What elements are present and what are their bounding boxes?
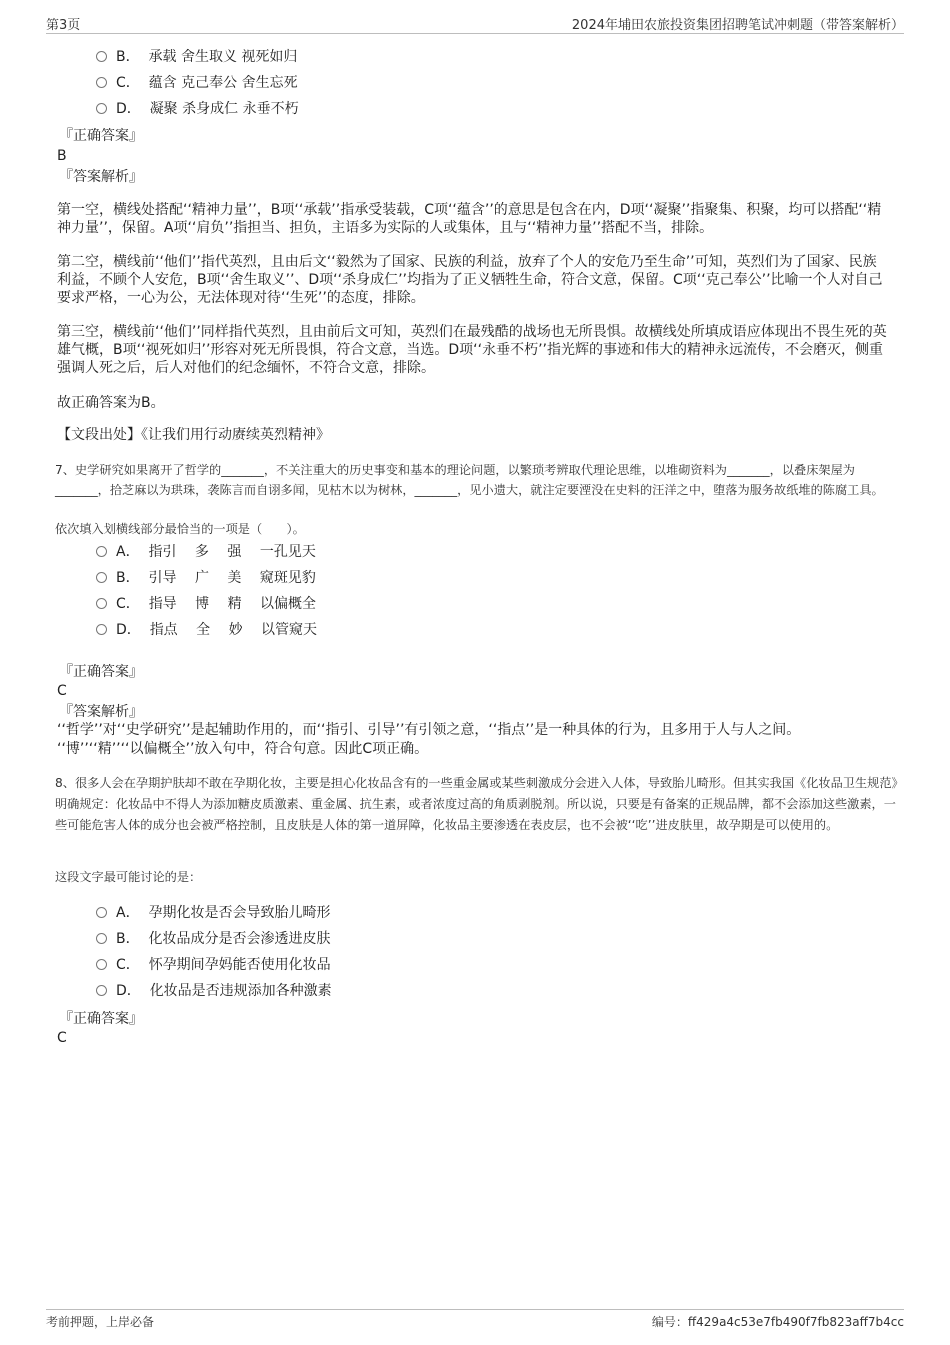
footer-slogan: 考前押题，上岸必备 xyxy=(46,1315,155,1329)
q8-option-b[interactable] xyxy=(96,929,331,949)
option-text: 蕴含 克己奉公 舍生忘死 xyxy=(148,75,298,91)
q7-answer-label: 『正确答案』 xyxy=(59,664,143,680)
radio-icon[interactable] xyxy=(96,77,107,88)
header-divider xyxy=(46,33,904,34)
q7-analysis-line-2: ‘‘博’’‘‘精’’‘‘以偏概全’’放入句中，符合句意。因此C项正确。 xyxy=(57,741,429,757)
option-text: 化妆品成分是否会渗透进皮肤 xyxy=(148,931,331,947)
option-text: 化妆品是否违规添加各种激素 xyxy=(149,983,332,999)
q8-stem: 8、很多人会在孕期护肤却不敢在孕期化妆，主要是担心化妆品含有的一些重金属或某些刺激成分会进入人体，导致胎儿畸形。但其实我国《化妆品卫生规范》明确规定：化妆品中不得人为添加糖皮质激素、重金属、抗生素，或者浓度过高的角质剥脱剂。所以说，只要是有备案的正规品牌，都不会添加这些激素，一些可能危害人体的成分也会被严格控制，且皮肤是人体的第一道屏障，化妆品主要渗透在表皮层，也不会被‘‘吃’’进皮肤里，故孕期是可以使用的。 xyxy=(55,776,898,832)
radio-icon[interactable] xyxy=(96,959,107,970)
radio-icon[interactable] xyxy=(96,624,107,635)
radio-icon[interactable] xyxy=(96,546,107,557)
option-letter: A． xyxy=(116,905,140,921)
q6-analysis-label: 『答案解析』 xyxy=(59,169,143,185)
q6-option-b[interactable] xyxy=(96,47,297,67)
q7-option-a[interactable] xyxy=(96,542,316,562)
option-letter: C． xyxy=(116,596,140,612)
radio-icon[interactable] xyxy=(96,907,107,918)
q6-analysis-paragraph-3: 第三空，横线前‘‘他们’’同样指代英烈，且由前后文可知，英烈们在最残酷的战场也无所畏惧。故横线处所填成语应体现出不畏生死的英雄气概，B项‘‘视死如归’’形容对死无所畏惧，符合文意，当选。D项‘‘永垂不朽’’指光辉的事迹和伟大的精神永远流传，不会磨灭，侧重强调人死之后，后人对他们的纪念缅怀，不符合文意，排除。 xyxy=(57,324,887,376)
option-letter: D． xyxy=(116,622,141,638)
q7-option-b[interactable] xyxy=(96,568,316,588)
option-text: 怀孕期间孕妈能否使用化妆品 xyxy=(148,957,331,973)
option-letter: A． xyxy=(116,544,140,560)
option-text: 引导 广 美 窥斑见豹 xyxy=(148,570,316,586)
option-letter: B． xyxy=(116,931,140,947)
option-letter: B． xyxy=(116,570,140,586)
q8-prompt: 这段文字最可能讨论的是： xyxy=(55,870,202,884)
q7-answer: C xyxy=(57,683,67,699)
radio-icon[interactable] xyxy=(96,103,107,114)
q8-option-d[interactable] xyxy=(96,981,332,1001)
q6-option-d[interactable] xyxy=(96,99,299,119)
option-letter: D． xyxy=(116,101,141,117)
q6-answer: B xyxy=(57,148,67,164)
q8-option-c[interactable] xyxy=(96,955,331,975)
q7-option-d[interactable] xyxy=(96,620,317,640)
option-text: 孕期化妆是否会导致胎儿畸形 xyxy=(148,905,331,921)
q7-analysis-line-1: ‘‘哲学’’对‘‘史学研究’’是起辅助作用的，而‘‘指引、引导’’有引领之意，‘‘指点’’是一种具体的行为，且多用于人与人之间。 xyxy=(57,722,801,738)
footer-divider xyxy=(46,1309,904,1310)
document-title: 2024年埔田农旅投资集团招聘笔试冲刺题（带答案解析） xyxy=(571,18,904,33)
option-letter: B． xyxy=(116,49,140,65)
radio-icon[interactable] xyxy=(96,985,107,996)
page-footer xyxy=(46,1313,904,1331)
option-letter: D． xyxy=(116,983,141,999)
radio-icon[interactable] xyxy=(96,933,107,944)
option-letter: C． xyxy=(116,957,140,973)
page-number: 第3页 xyxy=(46,18,81,33)
option-text: 凝聚 杀身成仁 永垂不朽 xyxy=(149,101,299,117)
q7-prompt: 依次填入划横线部分最恰当的一项是（ ）。 xyxy=(55,522,305,536)
q8-answer-label: 『正确答案』 xyxy=(59,1011,143,1027)
option-text: 指引 多 强 一孔见天 xyxy=(148,544,316,560)
radio-icon[interactable] xyxy=(96,51,107,62)
option-letter: C． xyxy=(116,75,140,91)
q6-answer-label: 『正确答案』 xyxy=(59,128,143,144)
q8-answer: C xyxy=(57,1030,67,1046)
q6-option-c[interactable] xyxy=(96,73,298,93)
q6-analysis-paragraph-1: 第一空，横线处搭配‘‘精神力量’’，B项‘‘承载’’指承受装载，C项‘‘蕴含’’的意思是包含在内，D项‘‘凝聚’’指聚集、积聚，均可以搭配‘‘精神力量’’，保留。A项‘‘肩负’’指担当、担负，主语多为实际的人或集体，且与‘‘精神力量’’搭配不当，排除。 xyxy=(57,202,882,236)
q6-source: 【文段出处】《让我们用行动赓续英烈精神》 xyxy=(57,427,330,443)
option-text: 指导 博 精 以偏概全 xyxy=(148,596,317,612)
q7-stem: 7、史学研究如果离开了哲学的_______，不关注重大的历史事变和基本的理论问题，以繁琐考辨取代理论思维，以堆砌资料为_______，以叠床架屋为_______，拾芝麻以为珙珠，袭陈言而自诩多闻，见枯木以为树林，_______，见小遗大，就注定要湮没在史料的汪洋之中，堕落为服务故纸堆的陈腐工具。 xyxy=(55,463,884,497)
q6-conclusion: 故正确答案为B。 xyxy=(57,395,165,411)
document-id: 编号：ff429a4c53e7fb490f7fb823aff7b4cc xyxy=(651,1315,904,1329)
option-text: 指点 全 妙 以管窥天 xyxy=(149,622,318,638)
radio-icon[interactable] xyxy=(96,598,107,609)
radio-icon[interactable] xyxy=(96,572,107,583)
page-header xyxy=(46,12,904,32)
q7-analysis-label: 『答案解析』 xyxy=(59,704,143,720)
option-text: 承载 舍生取义 视死如归 xyxy=(148,49,298,65)
q7-option-c[interactable] xyxy=(96,594,316,614)
q8-option-a[interactable] xyxy=(96,903,330,923)
q6-analysis-paragraph-2: 第二空，横线前‘‘他们’’指代英烈，且由后文‘‘毅然为了国家、民族的利益，放弃了个人的安危乃至生命’’可知，英烈们为了国家、民族利益，不顾个人安危，B项‘‘舍生取义’’、D项‘‘杀身成仁’’均指为了正义牺牲生命，符合文意，保留。C项‘‘克己奉公’’比喻一个人对自己要求严格，一心为公，无法体现对待‘‘生死’’的态度，排除。 xyxy=(57,254,883,306)
